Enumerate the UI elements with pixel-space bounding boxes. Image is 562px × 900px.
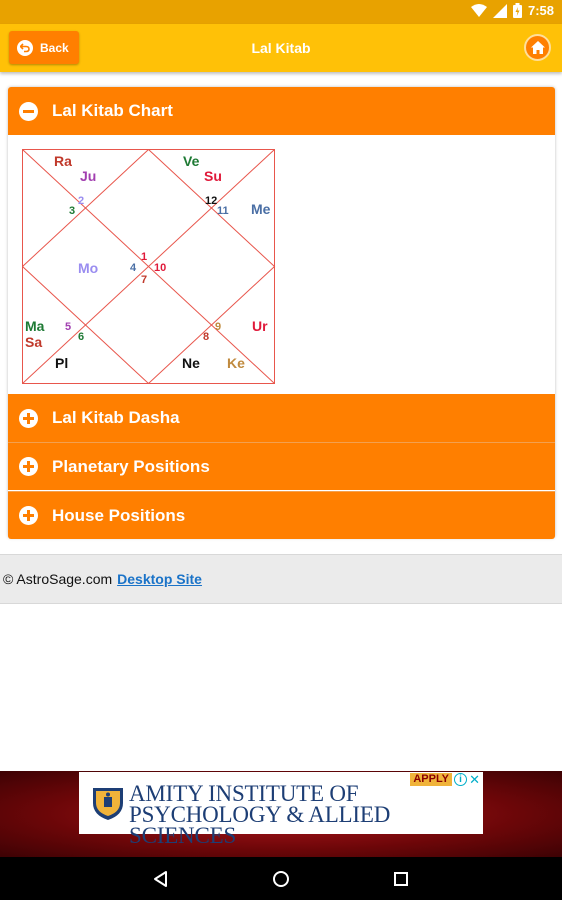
planet-ur: Ur bbox=[252, 318, 268, 334]
battery-icon bbox=[513, 3, 522, 18]
status-time: 7:58 bbox=[527, 3, 554, 18]
footer bbox=[0, 554, 562, 604]
house-number-6: 6 bbox=[78, 331, 85, 343]
house-number-9: 9 bbox=[215, 321, 222, 333]
planet-ju: Ju bbox=[80, 168, 97, 184]
section-label: Lal Kitab Chart bbox=[52, 101, 173, 120]
section-label: Lal Kitab Dasha bbox=[52, 408, 180, 427]
section-lal-kitab-dasha[interactable] bbox=[8, 394, 555, 442]
home-button[interactable] bbox=[524, 34, 551, 61]
recents-square-icon bbox=[393, 871, 409, 887]
section-planetary-positions[interactable] bbox=[8, 442, 555, 490]
house-number-4: 4 bbox=[130, 262, 137, 274]
planet-ne: Ne bbox=[182, 355, 200, 371]
house-number-1: 1 bbox=[141, 251, 148, 263]
expand-plus-icon bbox=[19, 409, 38, 428]
planet-mo: Mo bbox=[78, 260, 99, 276]
ad-headline bbox=[129, 783, 479, 846]
ad-line-1: AMITY INSTITUTE OF bbox=[129, 781, 359, 806]
back-button-label: Back bbox=[40, 40, 69, 55]
back-triangle-icon bbox=[152, 870, 170, 888]
house-number-11: 11 bbox=[217, 205, 229, 217]
ad-close-icon[interactable]: ✕ bbox=[469, 772, 480, 787]
section-label: House Positions bbox=[52, 505, 186, 525]
signal-icon bbox=[493, 4, 507, 18]
home-icon bbox=[531, 41, 545, 54]
copyright-text: © AstroSage.com bbox=[3, 571, 113, 587]
planet-sa: Sa bbox=[25, 334, 43, 350]
status-bar bbox=[0, 0, 562, 24]
planet-ma: Ma bbox=[25, 318, 45, 334]
ad-line-2: PSYCHOLOGY & ALLIED SCIENCES bbox=[129, 802, 391, 848]
home-circle-icon bbox=[272, 870, 290, 888]
page-title: Lal Kitab bbox=[251, 40, 311, 56]
app-bar bbox=[0, 24, 562, 72]
house-number-3: 3 bbox=[69, 205, 76, 217]
section-house-positions[interactable] bbox=[8, 491, 555, 539]
nav-back-button[interactable] bbox=[150, 868, 172, 890]
ad-card[interactable] bbox=[79, 772, 483, 848]
house-number-10: 10 bbox=[154, 262, 167, 274]
planet-ke: Ke bbox=[227, 355, 245, 371]
amity-shield-icon bbox=[91, 785, 125, 821]
ad-apply-button[interactable]: APPLY bbox=[410, 773, 452, 786]
nav-recents-button[interactable] bbox=[390, 868, 412, 890]
desktop-site-link[interactable]: Desktop Site bbox=[117, 571, 202, 587]
section-label: Planetary Positions bbox=[52, 456, 210, 476]
planet-su: Su bbox=[204, 168, 222, 184]
expand-plus-icon bbox=[19, 506, 38, 525]
expand-plus-icon bbox=[19, 457, 38, 476]
house-number-7: 7 bbox=[141, 274, 148, 286]
planet-pl: Pl bbox=[55, 355, 69, 371]
nav-home-button[interactable] bbox=[270, 868, 292, 890]
house-number-5: 5 bbox=[65, 321, 72, 333]
lal-kitab-chart bbox=[22, 149, 276, 385]
house-number-12: 12 bbox=[205, 195, 218, 207]
navigation-bar bbox=[0, 857, 562, 900]
ad-banner[interactable] bbox=[0, 771, 562, 857]
planet-ra: Ra bbox=[54, 153, 72, 169]
house-number-2: 2 bbox=[78, 195, 85, 207]
section-lal-kitab-chart[interactable] bbox=[8, 87, 555, 135]
collapse-minus-icon bbox=[19, 102, 38, 121]
planet-ve: Ve bbox=[183, 153, 200, 169]
wifi-icon bbox=[471, 4, 487, 18]
ad-info-icon[interactable]: i bbox=[454, 773, 467, 786]
chart-grid bbox=[23, 150, 275, 384]
planet-me: Me bbox=[251, 201, 271, 217]
house-number-8: 8 bbox=[203, 331, 210, 343]
results-panel bbox=[8, 87, 555, 538]
